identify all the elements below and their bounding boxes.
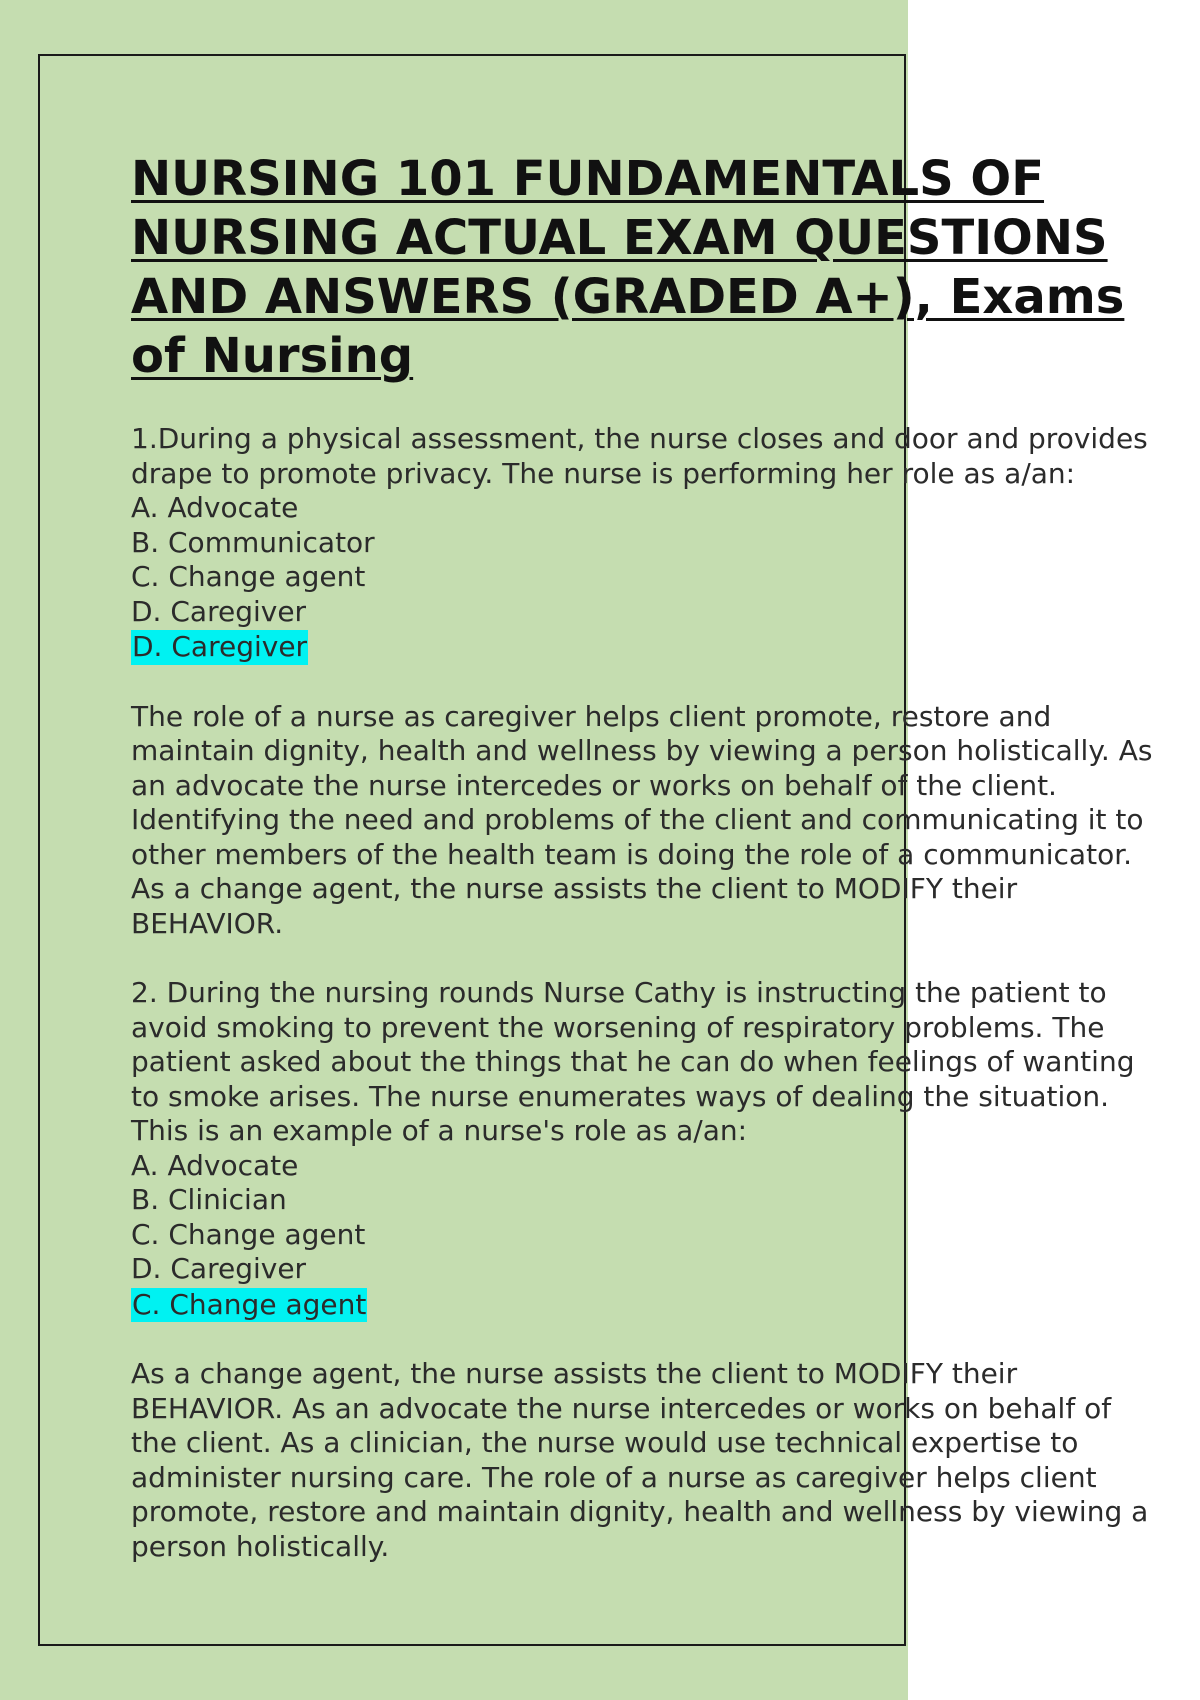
answer-rationale: The role of a nurse as caregiver helps client promote, restore and maintain dignity, health and wellness by viewing a person holistically. As an advocate the nurse intercedes or works on behalf of the client. Identifying the need and problems of the client and communicating it to other members of the health team is doing the role of a communicator. As a change agent, the nurse assists the client to MODIFY their BEHAVIOR. [131, 699, 1153, 940]
option-a: A. Advocate [131, 491, 299, 524]
highlighted-answer: C. Change agent [132, 1287, 367, 1321]
question-text: 2. During the nursing rounds Nurse Cathy is instructing the patient to avoid smoking to prevent the worsening of respiratory problems. The patient asked about the things that he can do when feelings of wanting to smoke arises. The nurse enumerates ways of dealing the situation. This is an example of a nurse's role as a/an: [131, 976, 1135, 1147]
highlighted-answer: D. Caregiver [132, 630, 308, 663]
question-text: 1.During a physical assessment, the nurse closes and door and provides drape to promote privacy. The nurse is performing her role as a/an: [131, 422, 1148, 490]
question-2 [131, 976, 1161, 1564]
option-a: A. Advocate [131, 1148, 299, 1182]
option-d: D. Caregiver [131, 594, 307, 628]
option-c: C. Change agent [131, 560, 366, 593]
option-c: C. Change agent [131, 1217, 366, 1251]
option-b: B. Clinician [131, 1183, 287, 1216]
option-b: B. Communicator [131, 525, 375, 559]
document-title: NURSING 101 FUNDAMENTALS OF NURSING ACTUAL EXAM QUESTIONS AND ANSWERS (GRADED A+), Exams of Nursing [131, 151, 1125, 384]
question-1 [131, 422, 1161, 941]
answer-rationale: As a change agent, the nurse assists the client to MODIFY their BEHAVIOR. As an advocate the nurse intercedes or works on behalf of the client. As a clinician, the nurse would use technical expertise to administer nursing care. The role of a nurse as caregiver helps client promote, restore and maintain dignity, health and wellness by viewing a person holistically. [131, 1357, 1149, 1563]
option-d: D. Caregiver [131, 1252, 307, 1285]
document-content [131, 150, 1161, 1564]
